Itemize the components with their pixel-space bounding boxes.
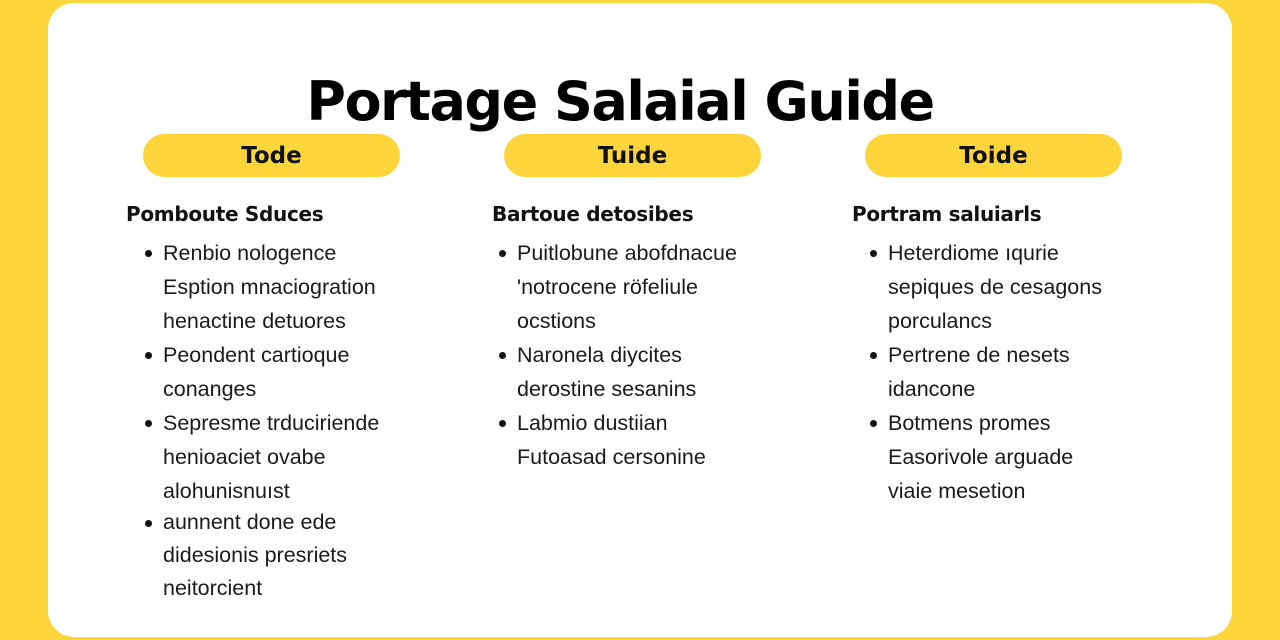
bullet-icon [870,420,877,427]
list-item-line: didesionis presriets [163,543,348,567]
column-3-heading: Portram saluiarls [852,202,1042,226]
column-3-pill [865,134,1122,177]
bullet-icon [145,520,152,527]
list-item-line: Labmio dustiian [517,411,668,435]
column-2-list [517,236,737,474]
list-item-line: Renbio nologence [163,241,337,265]
list-item [517,406,737,474]
list-item-line: Botmens promes [888,411,1051,435]
list-item-line: neitorcient [163,576,263,600]
list-item-line: ocstions [517,309,596,333]
list-item-line: aunnent done ede [163,510,337,534]
list-item-line: viaie mesetion [888,479,1026,503]
list-item [163,506,379,605]
list-item-line: sepiques de cesagons [888,275,1102,299]
list-item-line: Puitlobune abofdnacue [517,241,737,265]
list-item-line: alohunisnuıst [163,479,290,503]
list-item [888,236,1102,338]
column-1-list [163,236,379,605]
list-item-line: idancone [888,377,976,401]
list-item-line: 'notrocene röfeliule [517,275,698,299]
list-item-line: Pertrene de nesets [888,343,1070,367]
bullet-icon [145,420,152,427]
list-item-line: derostine sesanins [517,377,697,401]
list-item-line: Naronela diycites [517,343,682,367]
column-2-pill [504,134,761,177]
list-item-line: Heterdiome ıqurie [888,241,1059,265]
guide-card [48,3,1232,637]
column-1-pill [143,134,400,177]
list-item [517,338,737,406]
list-item-line: Sepresme trduciriende [163,411,380,435]
bullet-icon [499,250,506,257]
list-item [163,406,379,508]
list-item-line: henioaciet ovabe [163,445,326,469]
bullet-icon [145,352,152,359]
bullet-icon [499,420,506,427]
list-item-line: porculancs [888,309,992,333]
list-item-line: Peondent cartioque [163,343,350,367]
list-item-line: henactine detuores [163,309,346,333]
column-1-heading: Pomboute Sduces [126,202,324,226]
list-item-line: Esption mnaciogration [163,275,376,299]
bullet-icon [499,352,506,359]
list-item [163,236,379,338]
bullet-icon [870,250,877,257]
list-item-line: Futoasad cersonine [517,445,706,469]
bullet-icon [145,250,152,257]
page-title: Portage Salaial Guide [306,70,934,134]
list-item [163,338,379,406]
column-2-pill-label: Tuide [597,142,668,169]
list-item [517,236,737,338]
list-item-line: Easorivole arguade [888,445,1074,469]
list-item-line: conanges [163,377,257,401]
column-3-list [888,236,1102,508]
column-2-heading: Bartoue detosibes [492,202,694,226]
column-1-pill-label: Tode [241,142,302,169]
list-item [888,406,1102,508]
column-3-pill-label: Toide [959,142,1028,169]
list-item [888,338,1102,406]
bullet-icon [870,352,877,359]
